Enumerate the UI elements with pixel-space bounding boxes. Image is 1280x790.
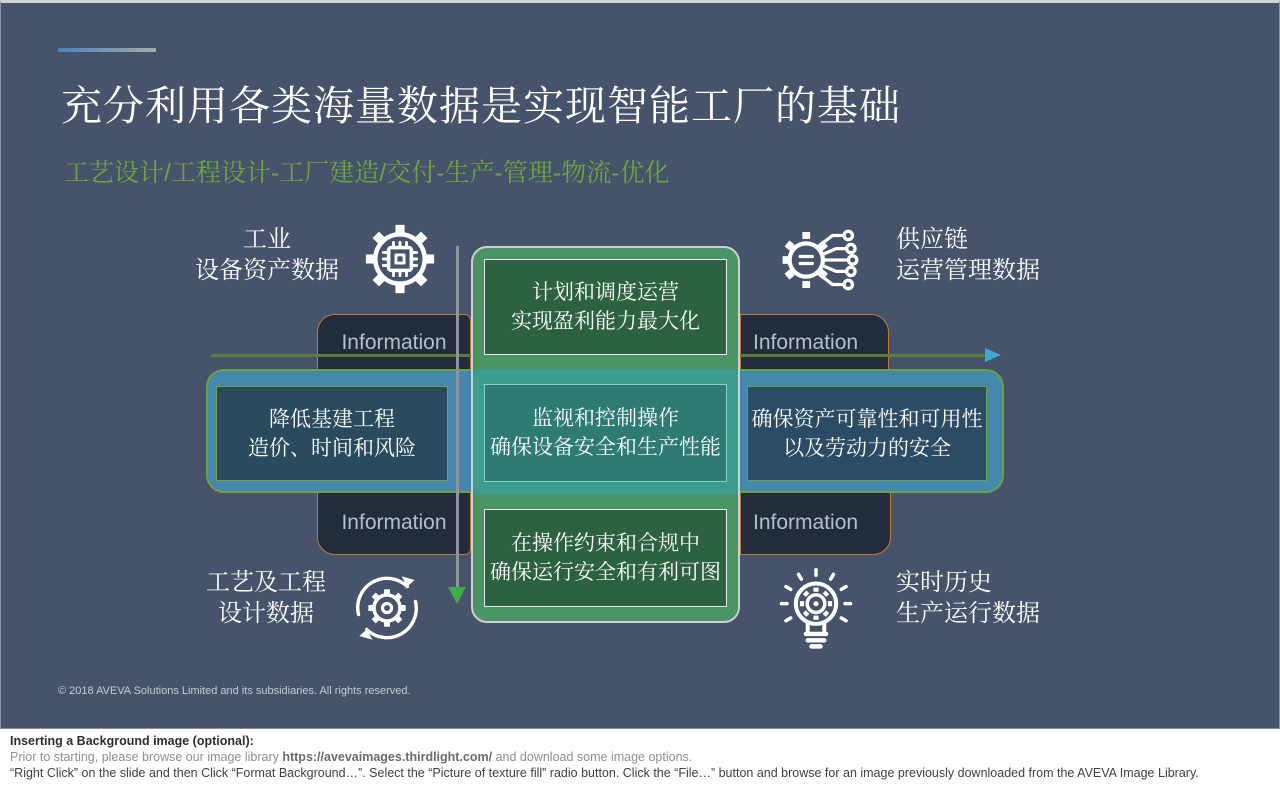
slide-title: 充分利用各类海量数据是实现智能工厂的基础 — [61, 83, 901, 129]
box-text-line: 以及劳动力的安全 — [783, 436, 951, 460]
information-tab-bottom-left — [317, 492, 471, 555]
information-tab-label: Information — [753, 511, 859, 534]
box-text-line: 实现盈利能力最大化 — [511, 310, 700, 333]
slide-subtitle: 工艺设计/工程设计-工厂建造/交付-生产-管理-物流-优化 — [64, 159, 670, 187]
down-arrowhead-icon — [448, 587, 466, 604]
information-tab-label: Information — [341, 330, 447, 354]
copyright-text: © 2018 AVEVA Solutions Limited and its subsidiaries. All rights reserved. — [58, 685, 411, 697]
notes-line1-prefix: Prior to starting, please browse our image library — [10, 750, 283, 764]
box-safe-profitable-operation — [484, 509, 727, 607]
notes-line-2: “Right Click” on the slide and then Click “Format Background…”. Select the “Picture of texture fill” radio button. Click the “File…” button and browse for an image previously downloaded from the AVEVA Image Library. — [10, 766, 1199, 780]
information-tab-bottom-right — [740, 492, 891, 555]
information-tab-top-right — [740, 314, 889, 371]
label-realtime-history-data — [896, 567, 1040, 629]
label-engineering-design-data — [193, 567, 339, 629]
label-line: 生产运行数据 — [896, 600, 1040, 627]
vertical-flow-line — [456, 246, 459, 588]
notes-line-1 — [10, 750, 1270, 764]
box-asset-reliability — [747, 386, 987, 481]
gear-sync-icon — [348, 569, 426, 647]
template-notes-panel — [0, 728, 1280, 790]
box-reduce-capex — [216, 386, 448, 481]
information-tab-label: Information — [753, 330, 859, 354]
notes-line1-suffix: and download some image options. — [492, 750, 693, 764]
box-text-line: 监视和控制操作 — [532, 407, 679, 430]
label-supply-chain-data — [896, 224, 1040, 286]
gear-circuit-icon — [780, 218, 864, 302]
box-plan-schedule — [484, 259, 727, 355]
notes-heading: Inserting a Background image (optional): — [10, 734, 254, 748]
bulb-gear-icon — [772, 567, 860, 655]
box-text-line: 造价、时间和风险 — [248, 436, 416, 460]
label-line: 设计数据 — [218, 600, 314, 627]
gear-chip-icon — [361, 220, 439, 298]
box-text-line: 确保设备安全和生产性能 — [490, 436, 721, 459]
image-library-link[interactable]: https://avevaimages.thirdlight.com/ — [282, 750, 493, 764]
box-text-line: 确保资产可靠性和可用性 — [751, 407, 983, 431]
label-industrial-asset-data — [189, 224, 345, 286]
label-line: 设备资产数据 — [195, 257, 339, 284]
right-arrowhead-icon — [985, 348, 1001, 362]
label-line: 运营管理数据 — [896, 257, 1040, 284]
information-tab-label: Information — [341, 511, 447, 534]
box-text-line: 在操作约束和合规中 — [511, 532, 700, 555]
label-line: 实时历史 — [896, 569, 992, 596]
label-line: 工业 — [243, 226, 291, 253]
box-text-line: 计划和调度运营 — [532, 281, 679, 304]
information-tab-top-left — [317, 314, 471, 371]
accent-bar — [58, 48, 156, 52]
label-line: 工艺及工程 — [206, 569, 326, 596]
box-text-line: 降低基建工程 — [269, 407, 395, 431]
box-monitor-control — [484, 384, 727, 482]
box-text-line: 确保运行安全和有利可图 — [490, 561, 721, 584]
label-line: 供应链 — [896, 226, 968, 253]
